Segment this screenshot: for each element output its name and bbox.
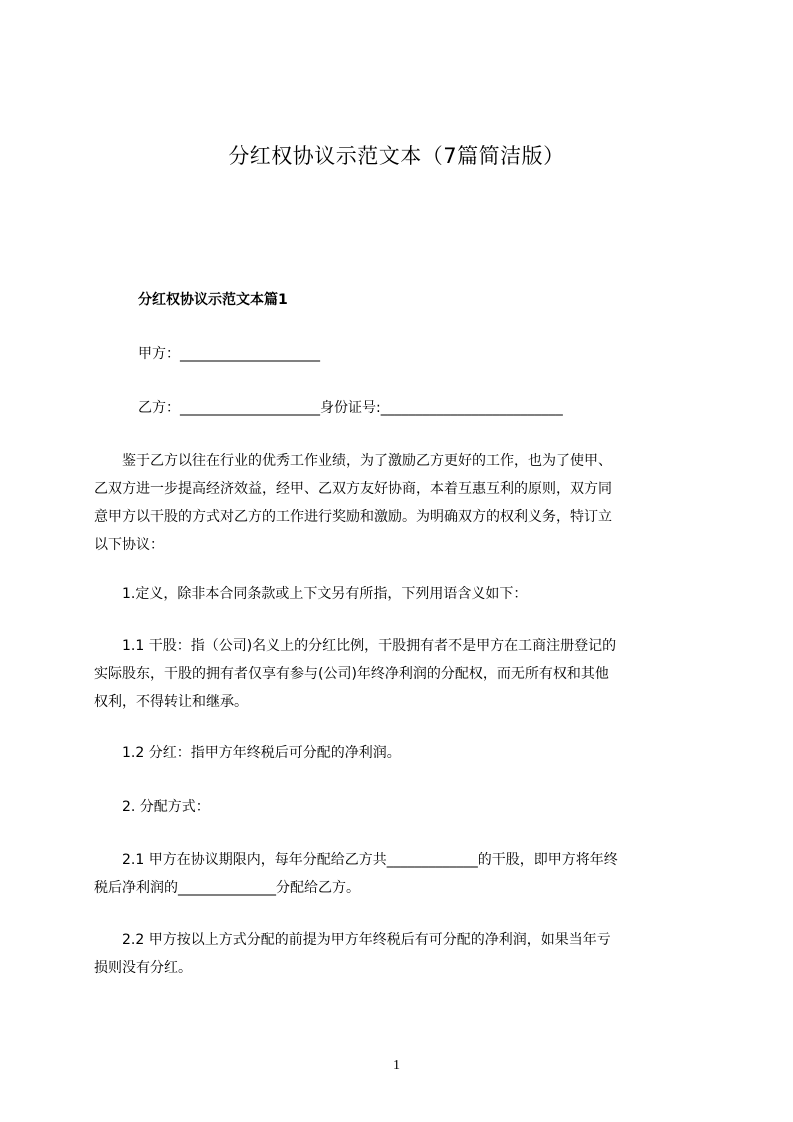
paragraph-preamble: 鉴于乙方以往在行业的优秀工作业绩，为了激励乙方更好的工作，也为了使甲、 乙双方进一步提高经济效益，经甲、乙双方友好协商，本着互惠互利的原则，双方同 意甲方以干股的方式对乙方的工作进行奖励和激励。为明确双方的权利义务，特订立 以下协议： bbox=[94, 453, 612, 553]
paragraph-2-2: 2.2 甲方按以上方式分配的前提为甲方年终税后有可分配的净利润，如果当年亏 损则没有分红。 bbox=[94, 932, 611, 976]
paragraph-2-1: 2.1 甲方在协议期限内，每年分配给乙方共_____________的干股，即甲方将年终 税后净利润的______________分配给乙方。 bbox=[94, 852, 618, 896]
paragraph-1-2: 1.2 分红：指甲方年终税后可分配的净利润。 bbox=[94, 745, 401, 761]
paragraph-2: 2. 分配方式： bbox=[94, 799, 210, 815]
page-number: 1 bbox=[393, 1058, 400, 1073]
party-b-line: 乙方：____________________身份证号:__________________________ bbox=[138, 400, 563, 416]
party-a-line: 甲方：____________________ bbox=[138, 346, 320, 362]
section-heading: 分红权协议示范文本篇1 bbox=[138, 292, 288, 308]
document-title: 分红权协议示范文本（7篇简洁版） bbox=[228, 144, 565, 168]
paragraph-1-1: 1.1 干股：指（公司)名义上的分红比例，干股拥有者不是甲方在工商注册登记的 实际股东，干股的拥有者仅享有参与(公司)年终净利润的分配权，而无所有权和其他 权利，不得转让和继承。 bbox=[94, 638, 617, 710]
paragraph-definitions: 1.定义，除非本合同条款或上下文另有所指，下列用语含义如下： bbox=[94, 586, 528, 602]
